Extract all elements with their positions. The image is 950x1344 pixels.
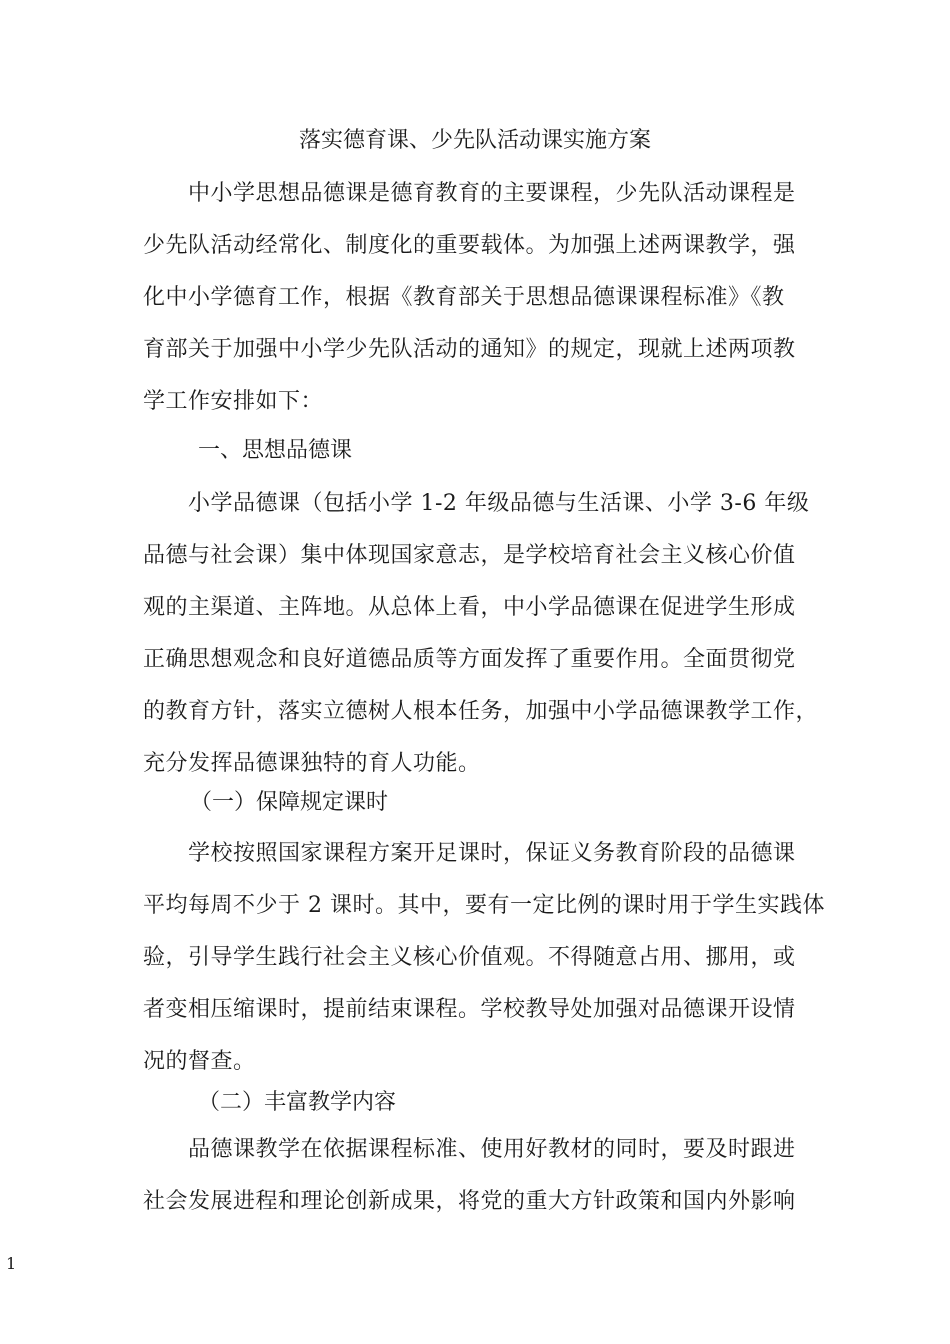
- intro-line: 学工作安排如下：: [143, 389, 324, 414]
- sub1-line: 学校按照国家课程方案开足课时，保证义务教育阶段的品德课: [143, 841, 796, 866]
- sub1-line: 者变相压缩课时，提前结束课程。学校教导处加强对品德课开设情: [143, 997, 796, 1022]
- sub2-paragraph: [143, 1124, 815, 1228]
- section1-paragraph: [143, 478, 819, 790]
- section1-line: 品德与社会课）集中体现国家意志，是学校培育社会主义核心价值: [143, 543, 796, 568]
- intro-line: 少先队活动经常化、制度化的重要载体。为加强上述两课教学，强: [143, 233, 796, 258]
- sub1-line: 况的督查。: [143, 1049, 256, 1074]
- document-title: 落实德育课、少先队活动课实施方案: [298, 128, 651, 153]
- sub2-line: 社会发展进程和理论创新成果，将党的重大方针政策和国内外影响: [143, 1189, 796, 1214]
- section1-line: 充分发挥品德课独特的育人功能。: [143, 751, 481, 776]
- section1-line: 观的主渠道、主阵地。从总体上看，中小学品德课在促进学生形成: [143, 595, 796, 620]
- sub2-line: 品德课教学在依据课程标准、使用好教材的同时，要及时跟进: [143, 1137, 796, 1162]
- section1-line: 正确思想观念和良好道德品质等方面发挥了重要作用。全面贯彻党: [143, 647, 796, 672]
- subheading-teaching-content: （二）丰富教学内容: [198, 1090, 397, 1115]
- intro-paragraph: [143, 168, 815, 428]
- sub1-line: 平均每周不少于 2 课时。其中，要有一定比例的课时用于学生实践体: [143, 893, 825, 918]
- sub1-paragraph: [143, 828, 825, 1088]
- section-heading-moral-education: 一、思想品德课: [198, 438, 353, 463]
- subheading-class-hours: （一）保障规定课时: [190, 790, 389, 815]
- intro-line: 育部关于加强中小学少先队活动的通知》的规定，现就上述两项教: [143, 337, 796, 362]
- section1-line: 小学品德课（包括小学 1-2 年级品德与生活课、小学 3-6 年级: [143, 491, 810, 516]
- sub1-line: 验，引导学生践行社会主义核心价值观。不得随意占用、挪用，或: [143, 945, 796, 970]
- intro-line: 中小学思想品德课是德育教育的主要课程，少先队活动课程是: [143, 181, 796, 206]
- section1-line: 的教育方针，落实立德树人根本任务，加强中小学品德课教学工作，: [143, 699, 819, 724]
- page-number: 1: [6, 1254, 17, 1273]
- intro-line: 化中小学德育工作，根据《教育部关于思想品德课课程标准》《教: [143, 285, 785, 310]
